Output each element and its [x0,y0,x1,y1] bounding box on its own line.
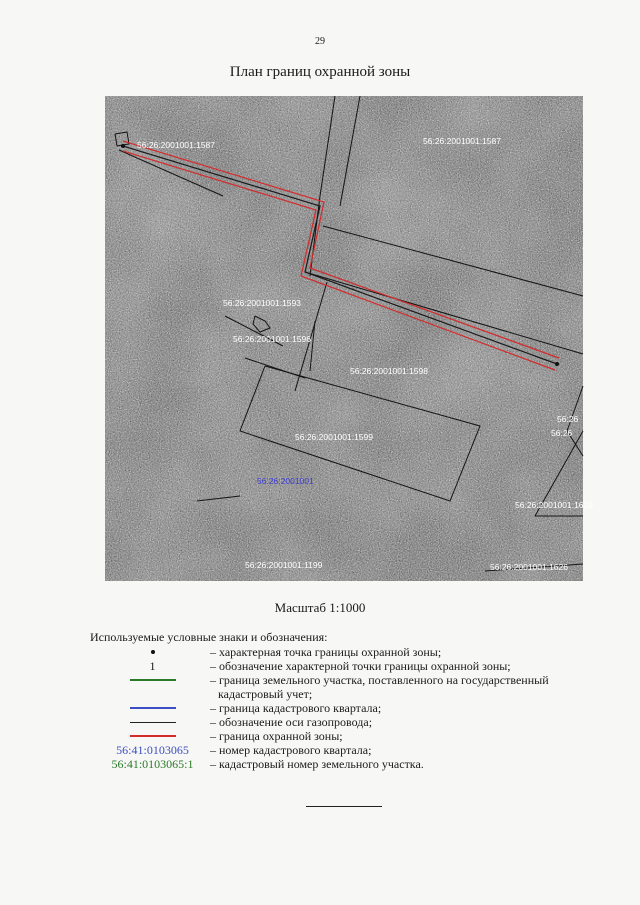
map-label: 56:26:2001001:1596 [233,334,311,344]
legend-symbol [95,659,210,673]
legend [95,645,595,771]
map-label: 56:26:2001001:1619 [515,500,593,510]
legend-description: – граница земельного участка, поставленного на государственный кадастровый учет; [210,673,549,701]
map-label: 56:26:2001001:1587 [137,140,215,150]
zone-point [121,144,125,148]
cadastral-quarter-label: 56:26:2001001 [257,476,314,486]
map-label: 56:26:2001001:1593 [223,298,301,308]
legend-row [95,729,595,743]
bottom-divider [306,806,382,807]
legend-symbol [95,757,210,771]
legend-description: – обозначение характерной точки границы охранной зоны; [210,659,511,673]
map-label: 56:26:2001001:1626 [490,562,568,572]
map-label: 56:26:2001001:1199 [245,560,323,570]
quarter-number-sample: 56:41:0103065 [116,743,189,757]
map-label: 56:26:2001001:1598 [350,366,428,376]
legend-symbol [95,701,210,715]
legend-heading: Используемые условные знаки и обозначения: [90,630,328,644]
map-label: 56:26:2001001:1599 [295,432,373,442]
point-number-sample: 1 [149,659,156,673]
aerial-lightening [105,96,583,581]
parcel-number-sample: 56:41:0103065:1 [111,757,194,771]
black-line-swatch [130,722,176,723]
zone-point [555,362,559,366]
legend-row [95,673,595,701]
map-label: 56:26 [557,414,579,424]
cadastral-map [105,96,593,581]
legend-symbol [95,715,210,729]
legend-symbol [95,729,210,743]
legend-symbol [95,645,210,659]
blue-line-swatch [130,707,176,709]
legend-description: – характерная точка границы охранной зоны; [210,645,442,659]
page-number: 29 [315,36,325,47]
legend-description: – кадастровый номер земельного участка. [210,757,424,771]
legend-row [95,645,595,659]
page-title: План границ охранной зоны [229,64,411,80]
legend-row [95,743,595,757]
green-line-swatch [130,679,176,681]
map-label: 56:26:2001001:1587 [423,136,501,146]
dot-icon [151,650,155,654]
legend-description: – номер кадастрового квартала; [210,743,372,757]
map-label: 56:26 [551,428,573,438]
map-scale: Масштаб 1:1000 [274,600,366,615]
legend-symbol [95,673,210,687]
legend-description: – обозначение оси газопровода; [210,715,373,729]
legend-symbol [95,743,210,757]
legend-row [95,659,595,673]
legend-description: – граница охранной зоны; [210,729,343,743]
legend-row [95,701,595,715]
legend-description: – граница кадастрового квартала; [210,701,382,715]
red-line-swatch [130,735,176,737]
legend-row [95,757,595,771]
legend-row [95,715,595,729]
